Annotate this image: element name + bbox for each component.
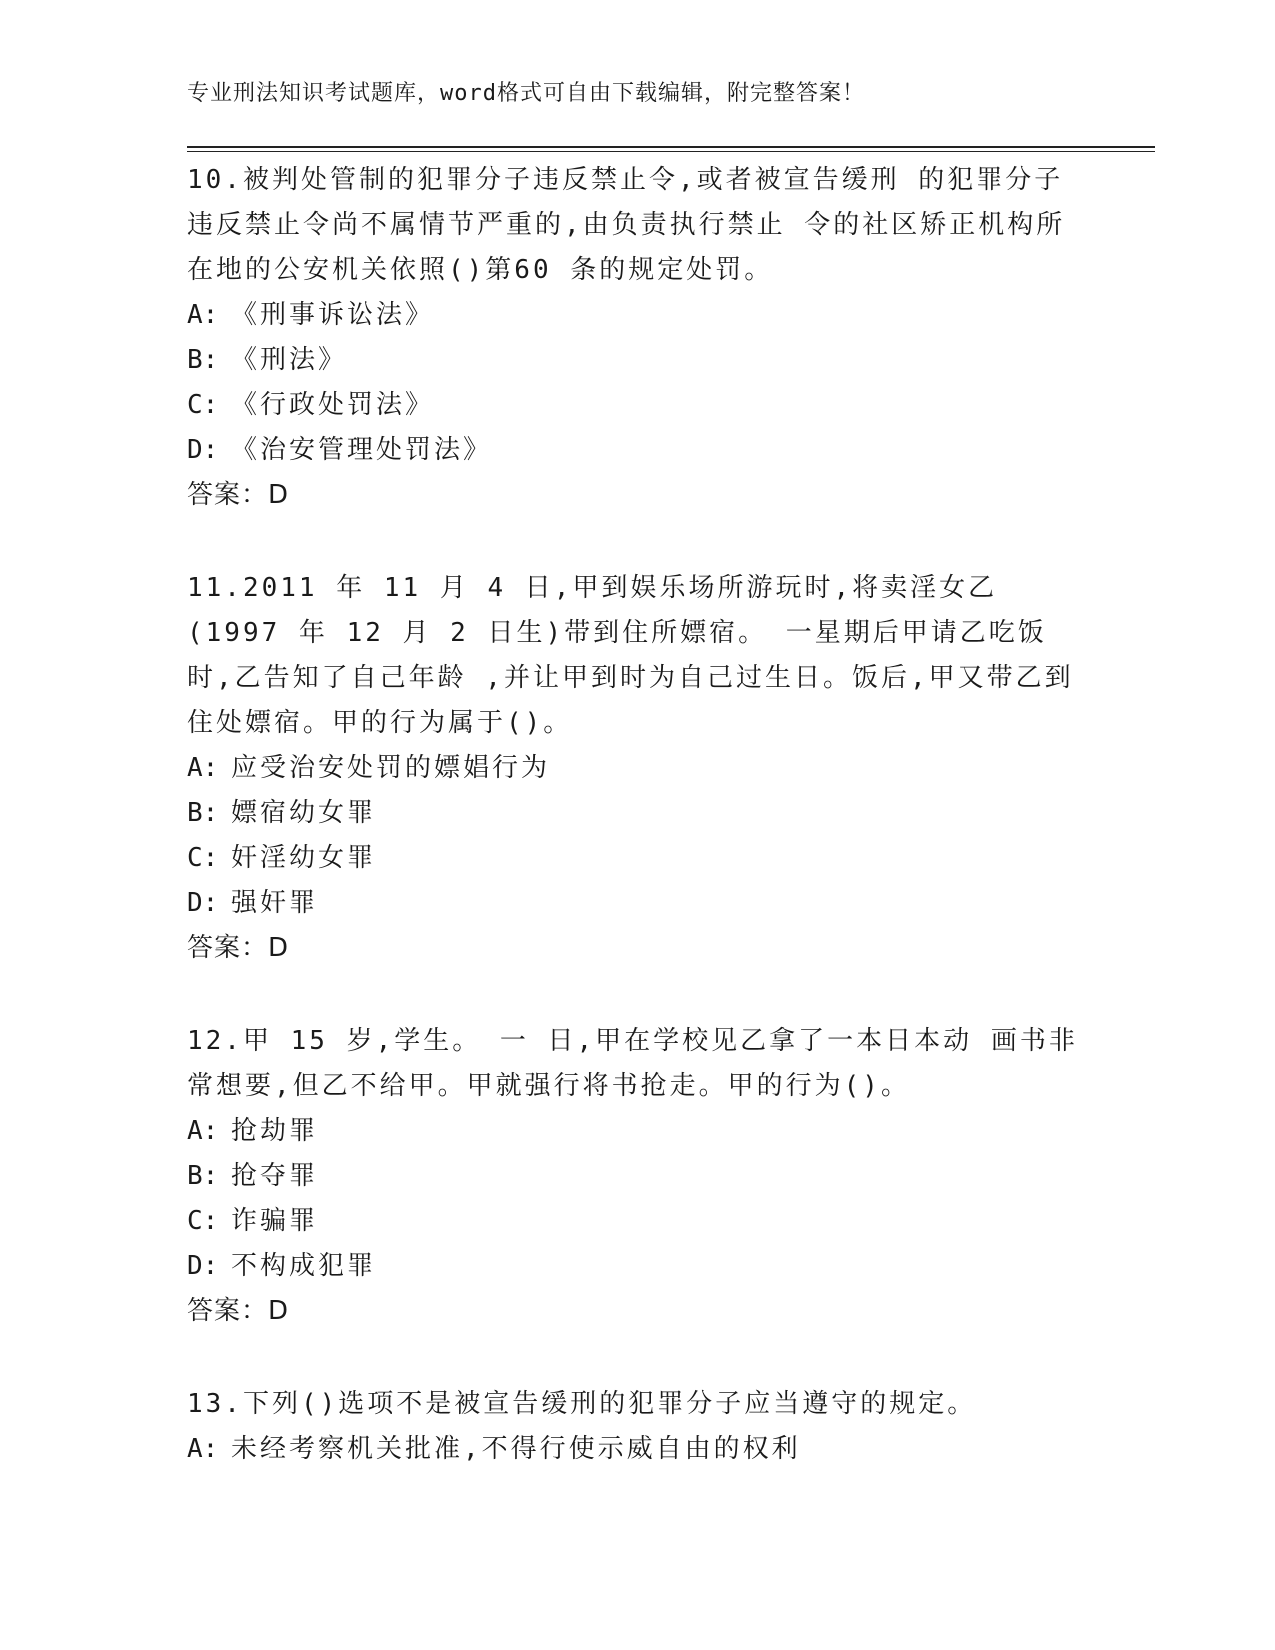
option-a <box>187 746 1087 791</box>
option-letter: B: <box>187 1161 219 1191</box>
header-divider <box>187 146 1155 152</box>
option-c <box>187 383 1087 428</box>
question-stem: 13.下列()选项不是被宣告缓刑的犯罪分子应当遵守的规定。 <box>187 1389 977 1419</box>
option-b <box>187 791 1087 836</box>
option-text: 《治安管理处罚法》 <box>231 435 493 465</box>
option-d <box>187 1244 1087 1289</box>
option-text: 《行政处罚法》 <box>231 390 435 420</box>
question-list <box>187 158 1087 1520</box>
option-text: 奸淫幼女罪 <box>231 843 377 873</box>
option-text: 诈骗罪 <box>231 1206 319 1236</box>
answer-line: 答案：D <box>187 1296 290 1326</box>
option-text: 嫖宿幼女罪 <box>231 798 377 828</box>
option-letter: C: <box>187 1206 219 1236</box>
option-letter: A: <box>187 1116 219 1146</box>
option-d <box>187 428 1087 473</box>
option-letter: B: <box>187 798 219 828</box>
option-text: 《刑法》 <box>231 345 348 375</box>
option-letter: A: <box>187 300 219 330</box>
answer-line: 答案：D <box>187 933 290 963</box>
option-a <box>187 1427 1087 1472</box>
option-c <box>187 1199 1087 1244</box>
answer-line: 答案：D <box>187 480 290 510</box>
option-d <box>187 881 1087 926</box>
option-letter: D: <box>187 888 219 918</box>
option-c <box>187 836 1087 881</box>
option-text: 应受治安处罚的嫖娼行为 <box>231 753 551 783</box>
option-text: 抢劫罪 <box>231 1116 319 1146</box>
option-a <box>187 1109 1087 1154</box>
question-stem: 11.2011 年 11 月 4 日,甲到娱乐场所游玩时,将卖淫女乙 (1997 年 12 月 2 日生)带到住所嫖宿。 一星期后甲请乙吃饭时,乙告知了自己年龄 ,并让甲到时为自己过生日。饭后,甲又带乙到住处嫖宿。甲的行为属于()。 <box>187 573 1074 738</box>
option-text: 抢夺罪 <box>231 1161 319 1191</box>
option-letter: A: <box>187 1434 219 1464</box>
question-13 <box>187 1382 1087 1472</box>
option-text: 强奸罪 <box>231 888 319 918</box>
option-b <box>187 1154 1087 1199</box>
option-b <box>187 338 1087 383</box>
option-text: 《刑事诉讼法》 <box>231 300 435 330</box>
option-text: 未经考察机关批准,不得行使示威自由的权利 <box>231 1434 801 1464</box>
option-letter: B: <box>187 345 219 375</box>
question-stem: 10.被判处管制的犯罪分子违反禁止令,或者被宣告缓刑 的犯罪分子违反禁止令尚不属情节严重的,由负责执行禁止 令的社区矫正机构所在地的公安机关依照()第60 条的规定处罚。 <box>187 165 1066 285</box>
question-10 <box>187 158 1087 518</box>
option-a <box>187 293 1087 338</box>
page-header: 专业刑法知识考试题库，word格式可自由下载编辑，附完整答案！ <box>187 81 865 106</box>
question-11 <box>187 566 1087 971</box>
option-letter: C: <box>187 843 219 873</box>
option-letter: A: <box>187 753 219 783</box>
option-letter: D: <box>187 1251 219 1281</box>
option-letter: D: <box>187 435 219 465</box>
option-letter: C: <box>187 390 219 420</box>
question-stem: 12.甲 15 岁,学生。 一 日,甲在学校见乙拿了一本日本动 画书非常想要,但乙不给甲。甲就强行将书抢走。甲的行为()。 <box>187 1026 1078 1101</box>
question-12 <box>187 1019 1087 1334</box>
option-text: 不构成犯罪 <box>231 1251 377 1281</box>
